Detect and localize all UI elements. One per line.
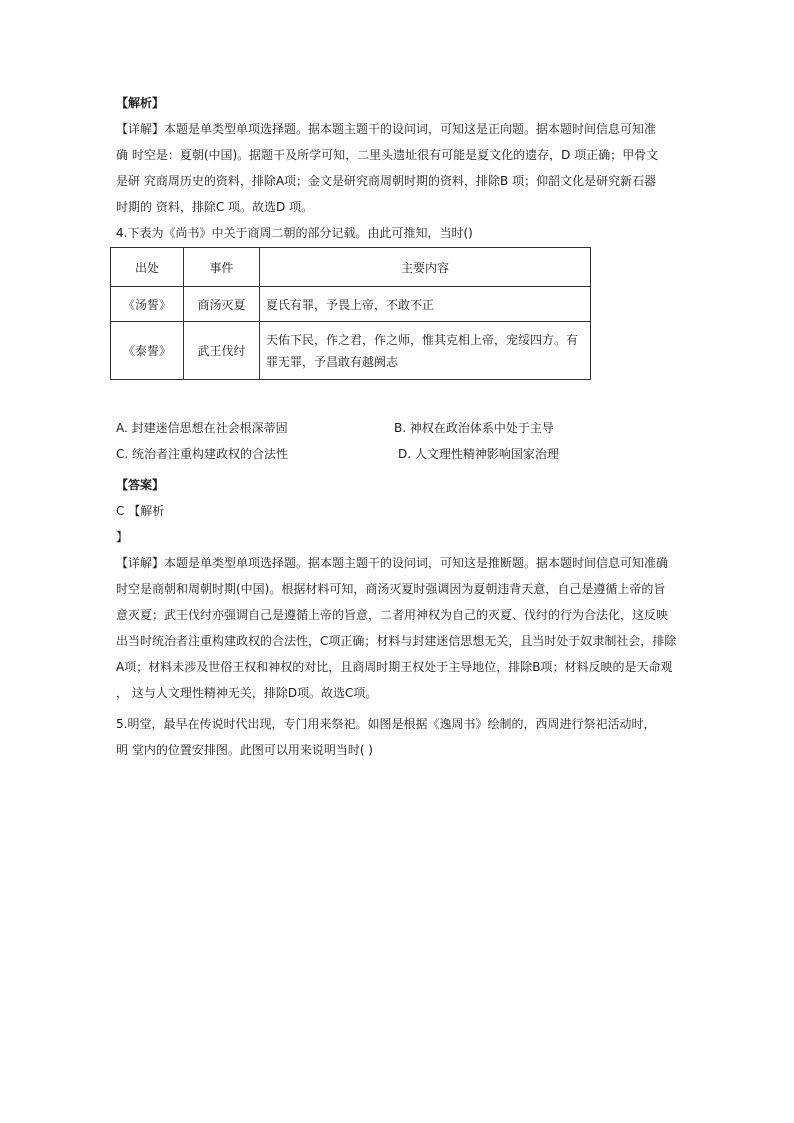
answer-line: C 【解析 <box>116 504 165 518</box>
detail-line: ， 这与人文理性精神无关，排除D项。故选C项。 <box>116 686 378 700</box>
table-cell: 天佑下民，作之君，作之师，惟其克相上帝，宠绥四方。有罪无罪，予昌敢有越阙志 <box>260 322 591 380</box>
table-row <box>111 287 591 322</box>
analysis-line: 确 时空是：夏朝(中国)。据题干及所学可知，二里头遗址很有可能是夏文化的遗存，D 项正确；甲骨文 <box>116 148 659 162</box>
detail-line: 出当时统治者注重构建政权的合法性，C项正确；材料与封建迷信思想无关，且当时处于奴隶制社会，排除 <box>116 634 677 648</box>
option-c: C. 统治者注重构建政权的合法性 <box>116 447 289 461</box>
table-header: 出处 <box>111 248 184 287</box>
answer-heading: 【答案】 <box>116 478 165 492</box>
option-a: A. 封建迷信思想在社会根深蒂固 <box>116 421 288 435</box>
table-cell: 武王伐纣 <box>184 322 260 380</box>
analysis-heading: 【解析】 <box>116 96 165 110</box>
table-cell: 《汤誓》 <box>111 287 184 322</box>
analysis-line: 是研 究商周历史的资料，排除A项；金文是研究商周朝时期的资料，排除B 项；仰韶文化是研究新石器 <box>116 174 657 188</box>
detail-line: 意灭夏；武王伐纣亦强调自己是遵循上帝的旨意，二者用神权为自己的灭夏、伐纣的行为合法化，这反映 <box>116 608 669 622</box>
analysis-line: 【详解】本题是单类型单项选择题。据本题主题干的设问词，可知这是正向题。据本题时间信息可知准 <box>116 122 657 136</box>
source-table <box>110 247 591 380</box>
table-header: 事件 <box>184 248 260 287</box>
detail-line: A项；材料未涉及世俗王权和神权的对比，且商周时期王权处于主导地位，排除B项；材料反映的是天命观 <box>116 660 673 674</box>
question-4-stem: 4.下表为《尚书》中关于商周二朝的部分记载。由此可推知，当时() <box>116 226 473 240</box>
bracket-line: 】 <box>116 530 129 544</box>
detail-line: 时空是商朝和周朝时期(中国)。根据材料可知，商汤灭夏时强调因为夏朝违背天意，自己是遵循上帝的旨 <box>116 582 666 596</box>
table-row <box>111 322 591 380</box>
detail-line: 【详解】本题是单类型单项选择题。据本题主题干的设问词，可知这是推断题。据本题时间信息可知准确 <box>116 556 669 570</box>
question-5-stem: 5.明堂，最早在传说时代出现，专门用来祭祀。如图是根据《逸周书》绘制的，西周进行祭祀活动时， <box>116 717 656 731</box>
analysis-line: 时期的 资料，排除C 项。故选D 项。 <box>116 200 314 214</box>
question-5-stem: 明 堂内的位置安排图。此图可以用来说明当时( ) <box>116 743 373 757</box>
option-b: B. 神权在政治体系中处于主导 <box>394 421 554 435</box>
table-header-row <box>111 248 591 287</box>
table-header: 主要内容 <box>260 248 591 287</box>
option-d: D. 人文理性精神影响国家治理 <box>398 447 559 461</box>
table-cell: 夏氏有罪，予畏上帝，不敢不正 <box>260 287 591 322</box>
table-cell: 商汤灭夏 <box>184 287 260 322</box>
table-cell: 《泰誓》 <box>111 322 184 380</box>
